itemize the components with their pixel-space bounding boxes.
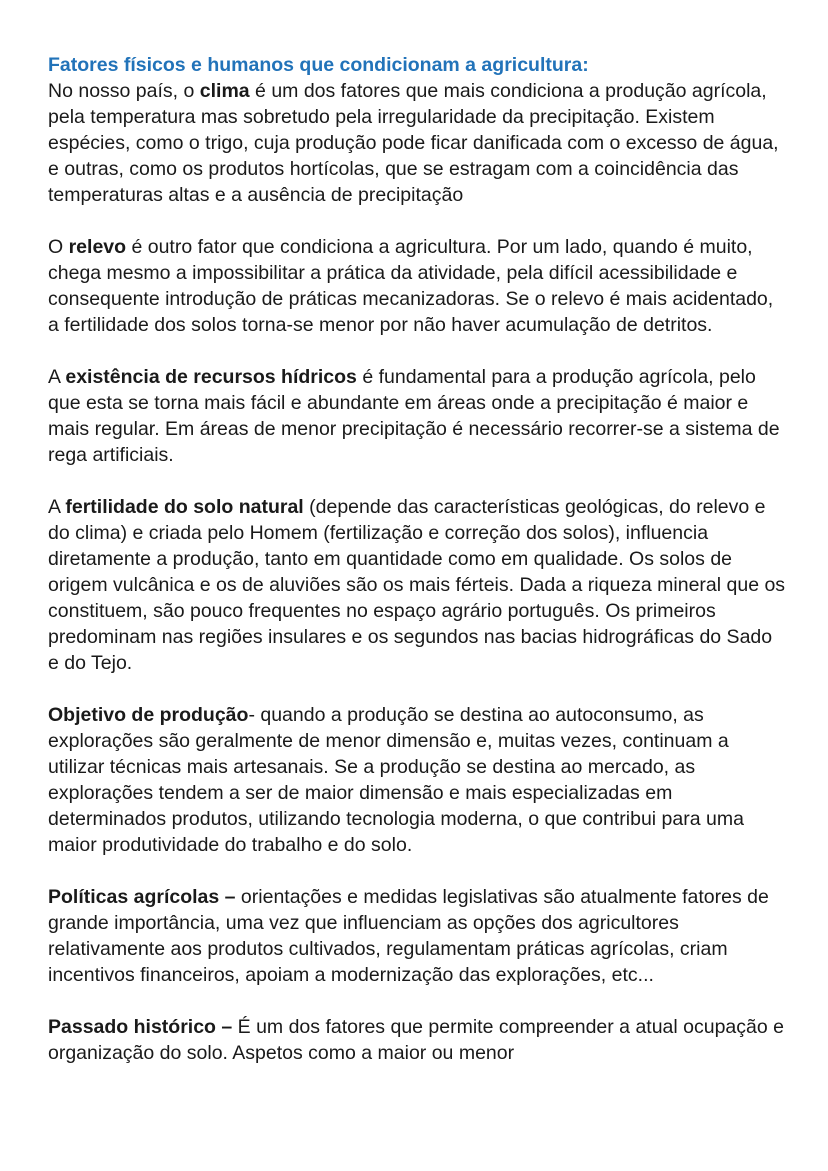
paragraph-lead-bold: fertilidade do solo natural: [65, 496, 304, 518]
document-heading: Fatores físicos e humanos que condicionam a agricultura:: [48, 54, 589, 76]
paragraph-lead-bold: existência de recursos hídricos: [65, 366, 357, 388]
paragraph-lead-bold: Objetivo de produção: [48, 704, 249, 726]
paragraph-lead-bold: relevo: [68, 236, 127, 258]
paragraph: [48, 78, 788, 208]
paragraph-lead-bold: Passado histórico –: [48, 1016, 233, 1038]
paragraph-text: No nosso país, o: [48, 80, 200, 102]
document-body: [48, 78, 788, 1066]
paragraph: [48, 364, 788, 468]
paragraph-text: é um dos fatores que mais condiciona a produção agrícola, pela temperatura mas sobretudo pela irregularidade da precipitação. Existem espécies, como o trigo, cuja produção pode ficar danificada com o excesso de água, e outras, como os produtos hortícolas, que se estragam com a coincidência das temperaturas altas e a ausência de precipitação: [48, 80, 779, 206]
paragraph: [48, 234, 788, 338]
paragraph-text: A: [48, 366, 66, 388]
paragraph-text: é fundamental para a produção agrícola, pelo que esta se torna mais fácil e abundante em áreas onde a precipitação é maior e mais regular. Em áreas de menor precipitação é necessário recorrer-se a sistema de rega artificiais.: [48, 366, 780, 466]
paragraph: [48, 1014, 788, 1066]
paragraph: [48, 702, 788, 858]
paragraph-text: - quando a produção se destina ao autoconsumo, as explorações são geralmente de menor dimensão e, muitas vezes, continuam a utilizar técnicas mais artesanais. Se a produção se destina ao mercado, as explorações tendem a ser de maior dimensão e mais especializadas em determinados produtos, utilizando tecnologia moderna, o que contribui para uma maior produtividade do trabalho e do solo.: [48, 704, 744, 856]
paragraph-text: O: [48, 236, 69, 258]
paragraph: [48, 884, 788, 988]
paragraph-text: (depende das características geológicas, do relevo e do clima) e criada pelo Homem (fertilização e correção dos solos), influencia diretamente a produção, tanto em quantidade como em qualidade. Os solos de origem vulcânica e os de aluviões são os mais férteis. Dada a riqueza mineral que os constituem, são pouco frequentes no espaço agrário português. Os primeiros predominam nas regiões insulares e os segundos nas bacias hidrográficas do Sado e do Tejo.: [48, 496, 786, 674]
paragraph-text: orientações e medidas legislativas são atualmente fatores de grande importância, uma vez que influenciam as opções dos agricultores relativamente aos produtos cultivados, regulamentam práticas agrícolas, criam incentivos financeiros, apoiam a modernização das explorações, etc...: [48, 886, 769, 986]
paragraph-lead-bold: clima: [199, 80, 250, 102]
paragraph-text: é outro fator que condiciona a agricultura. Por um lado, quando é muito, chega mesmo a impossibilitar a prática da atividade, pela difícil acessibilidade e consequente introdução de práticas mecanizadoras. Se o relevo é mais acidentado, a fertilidade dos solos torna-se menor por não haver acumulação de detritos.: [48, 236, 774, 336]
paragraph-text: É um dos fatores que permite compreender a atual ocupação e organização do solo. Aspetos como a maior ou menor: [48, 1016, 784, 1064]
paragraph-lead-bold: Políticas agrícolas –: [48, 886, 236, 908]
paragraph: [48, 494, 788, 676]
paragraph-text: A: [48, 496, 66, 518]
